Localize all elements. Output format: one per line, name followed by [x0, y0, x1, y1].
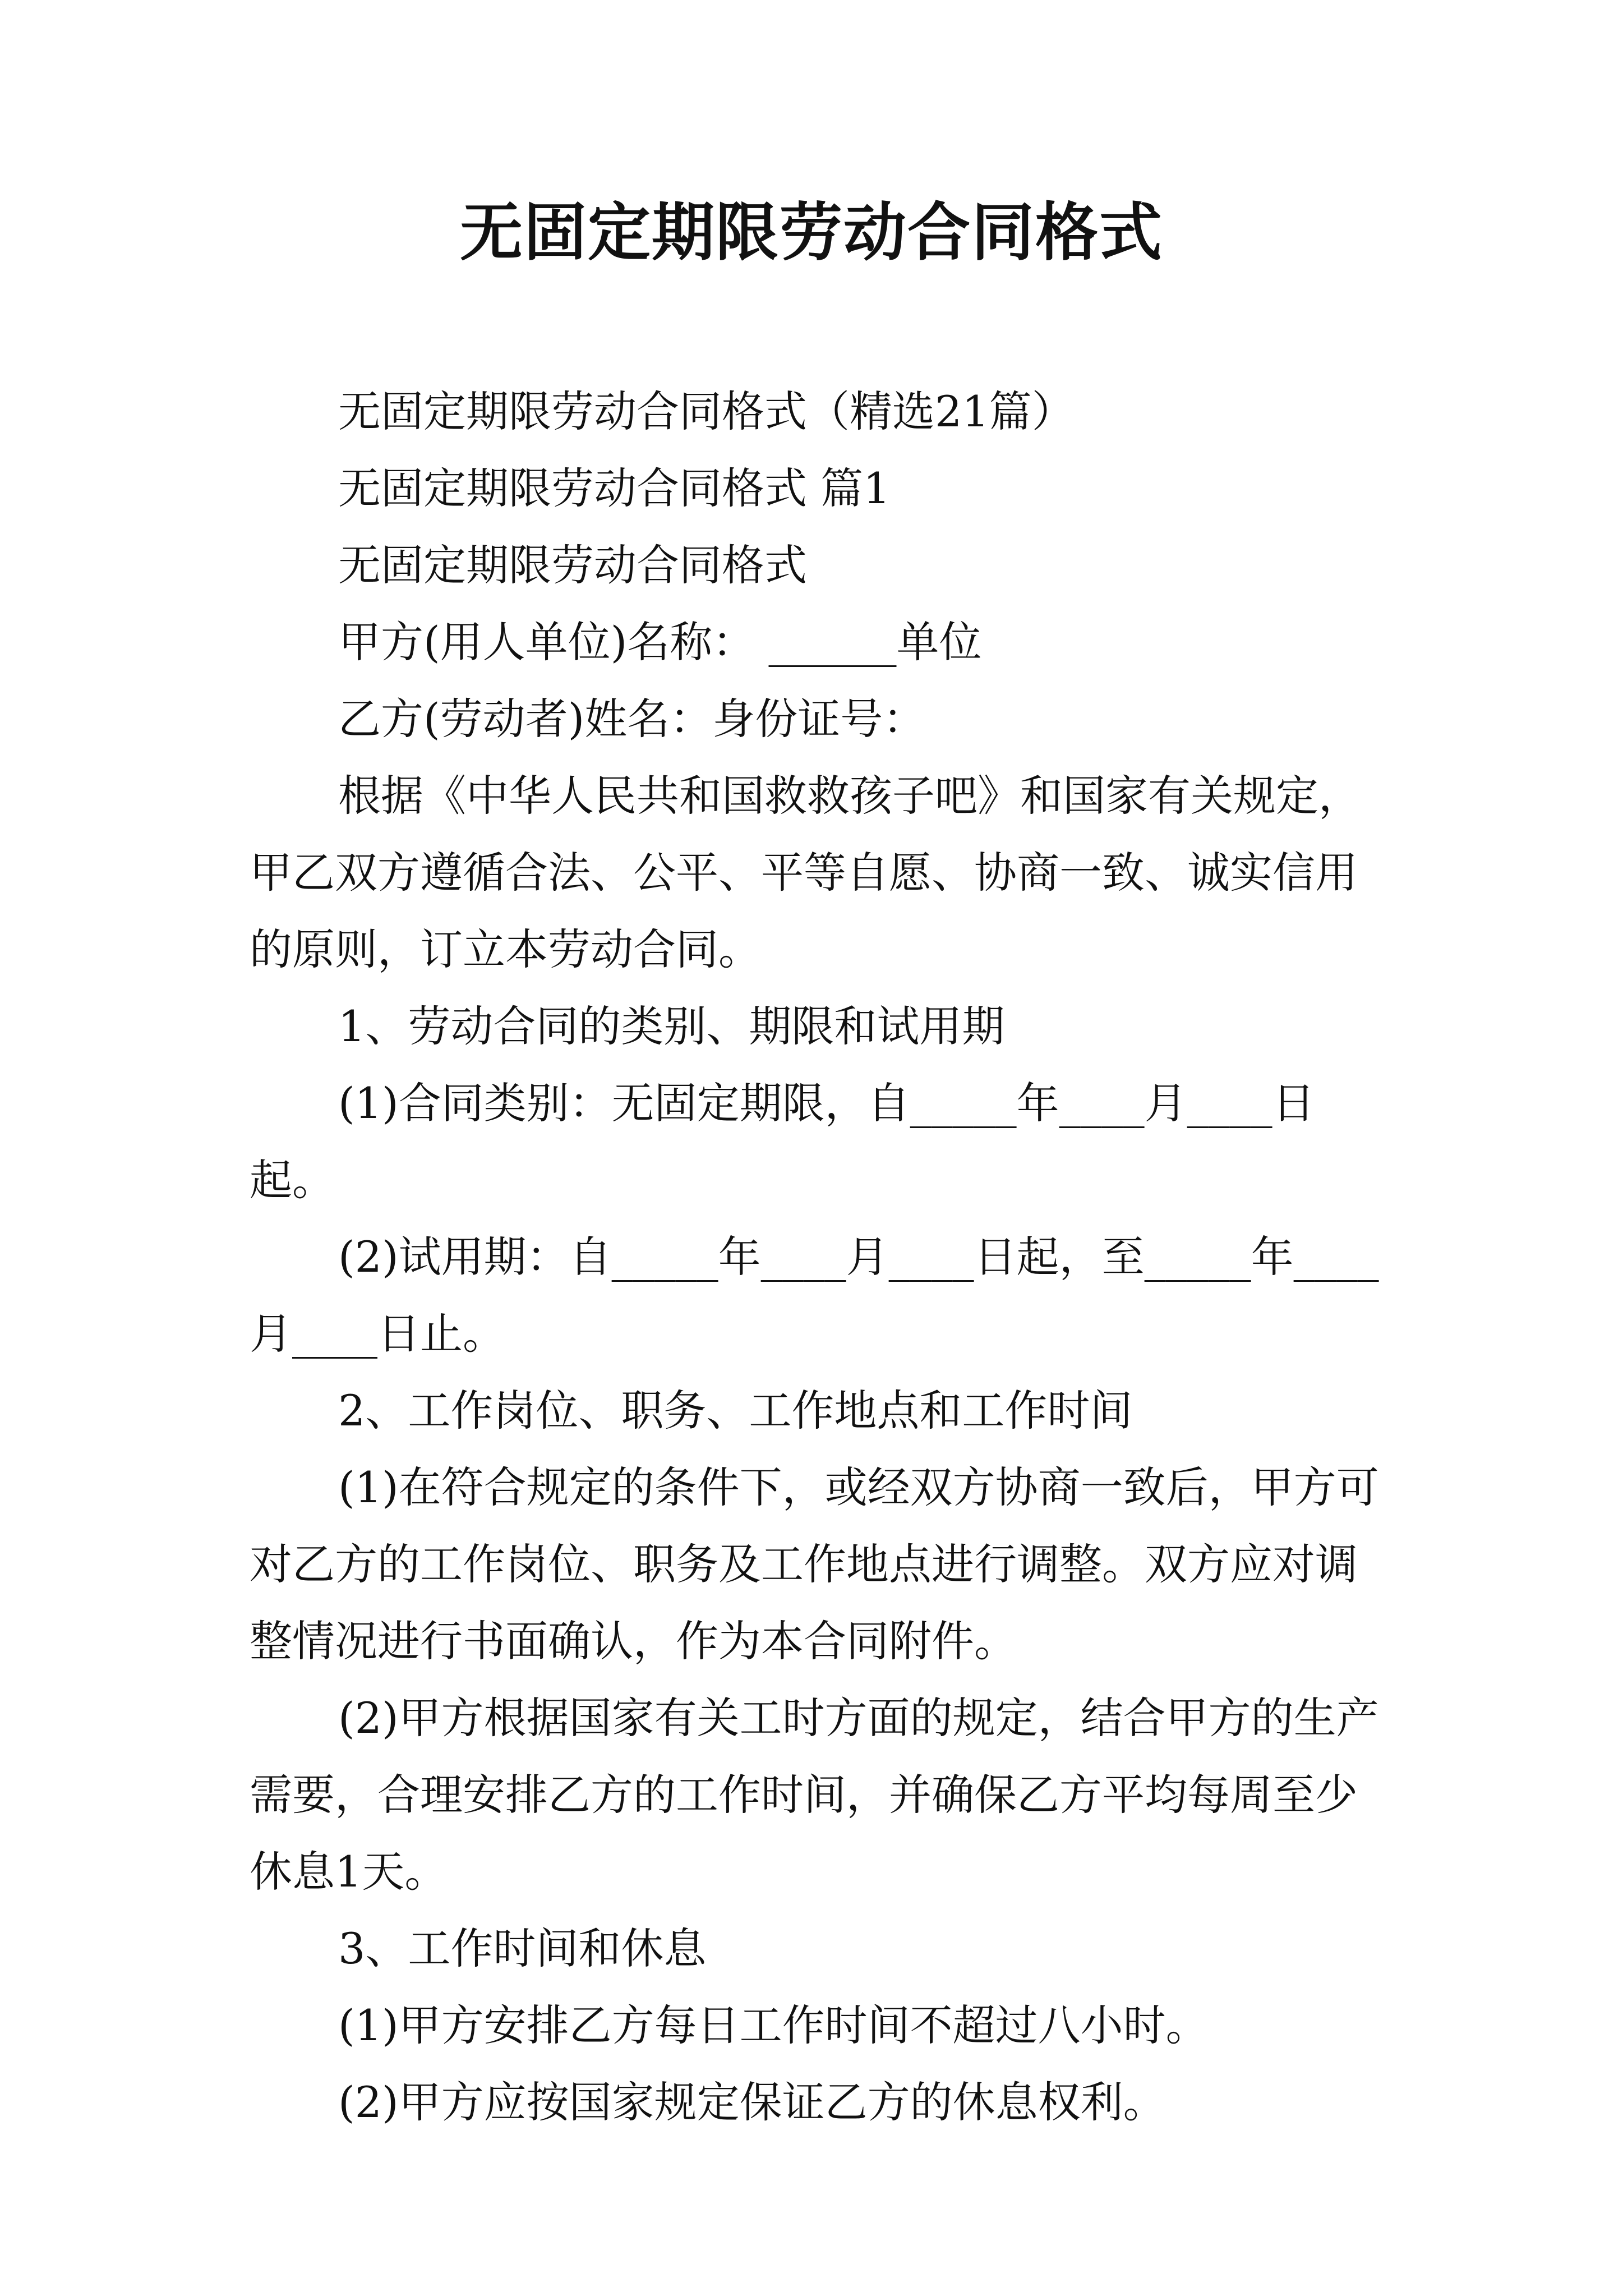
document-title: 无固定期限劳动合同格式	[460, 196, 1163, 269]
paragraph-clause-2-1: (1)在符合规定的条件下，或经双方协商一致后，甲方可对乙方的工作岗位、职务及工作地点进行调整。双方应对调整情况进行书面确认，作为本合同附件。	[250, 1462, 1379, 1666]
paragraph-preamble: 根据《中华人民共和国救救孩子吧》和国家有关规定，甲乙双方遵循合法、公平、平等自愿、协商一致、诚实信用的原则，订立本劳动合同。	[250, 771, 1361, 974]
paragraph-clause-3-heading: 3、工作时间和休息	[338, 1924, 707, 1973]
paragraph-section-heading: 无固定期限劳动合同格式 篇1	[338, 463, 891, 513]
paragraph-clause-2-2: (2)甲方根据国家有关工时方面的规定，结合甲方的生产需要，合理安排乙方的工作时间，并确保乙方平均每周至少休息1天。	[250, 1693, 1379, 1897]
paragraph-party-b: 乙方(劳动者)姓名：身份证号：	[338, 694, 926, 744]
paragraph-clause-1-1: (1)合同类别：无固定期限，自_____年____月____日起。	[250, 1078, 1315, 1205]
paragraph-clause-1-heading: 1、劳动合同的类别、期限和试用期	[338, 1001, 1005, 1051]
paragraph-clause-3-1: (1)甲方安排乙方每日工作时间不超过八小时。	[338, 2000, 1209, 2050]
paragraph-contract-name: 无固定期限劳动合同格式	[338, 540, 807, 590]
paragraph-subtitle: 无固定期限劳动合同格式（精选21篇）	[338, 386, 1075, 436]
paragraph-clause-1-2: (2)试用期：自_____年____月____日起，至_____年____月____日止。	[250, 1232, 1379, 1359]
paragraph-clause-2-heading: 2、工作岗位、职务、工作地点和工作时间	[338, 1386, 1133, 1435]
paragraph-party-a: 甲方(用人单位)名称： ______单位	[338, 617, 982, 667]
document-body	[250, 373, 1388, 2141]
paragraph-clause-3-2: (2)甲方应按国家规定保证乙方的休息权利。	[338, 2077, 1166, 2127]
